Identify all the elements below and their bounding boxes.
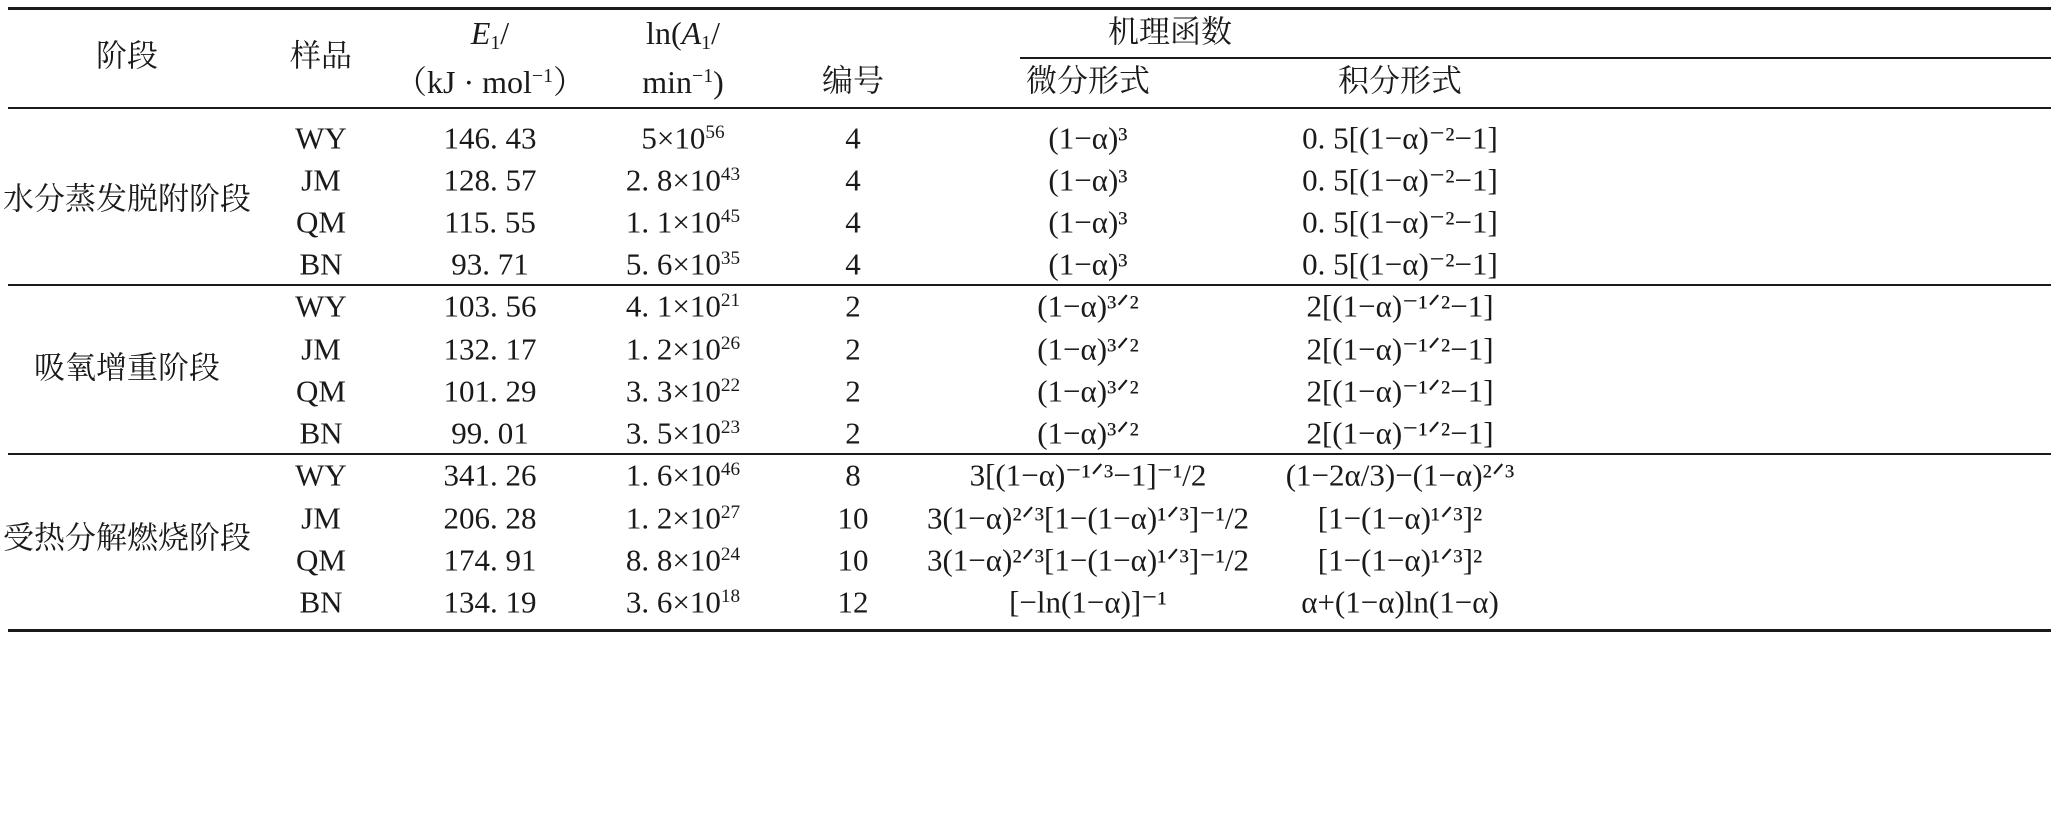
- table-row-lna: 2. $8\times 10^{43}$: [625, 162, 741, 198]
- table-row-integral: 0. 5[(1−α)⁻²−1]: [1302, 204, 1498, 240]
- table-row-lna: 8. $8\times 10^{24}$: [625, 542, 741, 578]
- header-lna: $\ln(A_1/$: [646, 15, 720, 54]
- table-row-lna: 3. $5\times 10^{23}$: [625, 415, 741, 451]
- table-row-integral: α+(1−α)ln(1−α): [1301, 584, 1499, 620]
- header-number: 编号: [822, 63, 884, 100]
- table-row-sample: BN: [299, 584, 343, 620]
- table-row-lna: 1. $2\times 10^{26}$: [625, 331, 741, 367]
- table-row-lna: 1. $6\times 10^{46}$: [625, 457, 741, 493]
- table-row-differential: [−ln(1−α)]⁻¹: [1009, 584, 1167, 620]
- table-row-sample: WY: [295, 457, 347, 493]
- table-row-differential: (1−α)³ᐟ²: [1037, 373, 1139, 409]
- table-row-integral: [1−(1−α)¹ᐟ³]²: [1317, 500, 1483, 536]
- mechanism-rule: [1020, 57, 2051, 59]
- stage-label-1: 水分蒸发脱附阶段: [3, 181, 251, 218]
- header-rule: [8, 107, 2051, 109]
- table-row-differential: (1−α)³ᐟ²: [1037, 415, 1139, 451]
- header-differential: 微分形式: [1026, 63, 1150, 100]
- table-row-number: 2: [845, 415, 861, 451]
- table-row-integral: 2[(1−α)⁻¹ᐟ²−1]: [1306, 415, 1494, 451]
- table-row-integral: 0. 5[(1−α)⁻²−1]: [1302, 120, 1498, 156]
- table-row-e1: 128. 57: [443, 162, 537, 198]
- group-divider-1: [8, 284, 2051, 286]
- table-row-differential: 3(1−α)²ᐟ³[1−(1−α)¹ᐟ³]⁻¹/2: [926, 542, 1250, 578]
- table-row-e1: 134. 19: [443, 584, 537, 620]
- header-mechanism: 机理函数: [1108, 14, 1232, 51]
- table-row-integral: 0. 5[(1−α)⁻²−1]: [1302, 162, 1498, 198]
- table-row-number: 4: [845, 120, 861, 156]
- table-row-number: 4: [845, 162, 861, 198]
- header-e1-unit: （kJ · mol$^{-1}$）: [394, 64, 586, 100]
- table-row-sample: QM: [296, 204, 346, 240]
- stage-label-2: 吸氧增重阶段: [34, 350, 220, 387]
- table-row-e1: 341. 26: [443, 457, 537, 493]
- table-row-sample: QM: [296, 542, 346, 578]
- table-row-number: 2: [845, 288, 861, 324]
- table-row-integral: 2[(1−α)⁻¹ᐟ²−1]: [1306, 331, 1494, 367]
- table-row-differential: 3[(1−α)⁻¹ᐟ³−1]⁻¹/2: [969, 457, 1207, 493]
- top-rule: [8, 7, 2051, 10]
- header-e1: $E_1/$: [470, 15, 510, 54]
- table-row-differential: (1−α)³: [1048, 120, 1128, 156]
- table-row-number: 8: [845, 457, 861, 493]
- table-row-differential: (1−α)³: [1048, 204, 1128, 240]
- table-row-integral: [1−(1−α)¹ᐟ³]²: [1317, 542, 1483, 578]
- header-lna-unit: $\min^{-1}$): [642, 64, 724, 100]
- table-row-integral: 0. 5[(1−α)⁻²−1]: [1302, 246, 1498, 282]
- table-row-sample: WY: [295, 288, 347, 324]
- table-row-differential: (1−α)³ᐟ²: [1037, 288, 1139, 324]
- header-sample: 样品: [290, 38, 352, 75]
- bottom-rule: [8, 629, 2051, 632]
- table-row-sample: WY: [295, 120, 347, 156]
- table-row-integral: 2[(1−α)⁻¹ᐟ²−1]: [1306, 373, 1494, 409]
- table-row-sample: JM: [301, 162, 341, 198]
- table-row-lna: 1. $1\times 10^{45}$: [625, 204, 741, 240]
- table-row-differential: 3(1−α)²ᐟ³[1−(1−α)¹ᐟ³]⁻¹/2: [926, 500, 1250, 536]
- table-row-sample: QM: [296, 373, 346, 409]
- table-row-e1: 99. 01: [451, 415, 529, 451]
- table-row-differential: (1−α)³: [1048, 246, 1128, 282]
- table-row-differential: (1−α)³: [1048, 162, 1128, 198]
- table-row-lna: 5. $6\times 10^{35}$: [625, 246, 741, 282]
- table-row-number: 10: [837, 542, 869, 578]
- table-row-e1: 174. 91: [443, 542, 537, 578]
- table-row-lna: 4. $1\times 10^{21}$: [625, 288, 741, 324]
- table-row-e1: 206. 28: [443, 500, 537, 536]
- stage-label-3: 受热分解燃烧阶段: [3, 520, 251, 557]
- table-row-number: 4: [845, 204, 861, 240]
- table-row-sample: JM: [301, 331, 341, 367]
- table-row-e1: 132. 17: [443, 331, 537, 367]
- header-stage: 阶段: [96, 38, 158, 75]
- table-row-lna: 3. $6\times 10^{18}$: [625, 584, 741, 620]
- table-row-sample: JM: [301, 500, 341, 536]
- table-row-number: 2: [845, 331, 861, 367]
- group-divider-2: [8, 453, 2051, 455]
- table-row-lna: $5\times 10^{56}$: [641, 120, 725, 156]
- table-row-number: 10: [837, 500, 869, 536]
- table-row-number: 4: [845, 246, 861, 282]
- table-row-integral: 2[(1−α)⁻¹ᐟ²−1]: [1306, 288, 1494, 324]
- table-row-e1: 103. 56: [443, 288, 537, 324]
- table-row-lna: 1. $2\times 10^{27}$: [625, 500, 741, 536]
- table-row-lna: 3. $3\times 10^{22}$: [625, 373, 741, 409]
- table-row-differential: (1−α)³ᐟ²: [1037, 331, 1139, 367]
- table-row-number: 2: [845, 373, 861, 409]
- table-row-e1: 115. 55: [444, 204, 536, 240]
- table-row-sample: BN: [299, 246, 343, 282]
- table-row-integral: (1−2α/3)−(1−α)²ᐟ³: [1285, 457, 1515, 493]
- table-row-e1: 146. 43: [443, 120, 537, 156]
- header-integral: 积分形式: [1338, 63, 1462, 100]
- table-row-e1: 93. 71: [451, 246, 529, 282]
- table-row-sample: BN: [299, 415, 343, 451]
- table-row-e1: 101. 29: [443, 373, 537, 409]
- table-row-number: 12: [837, 584, 869, 620]
